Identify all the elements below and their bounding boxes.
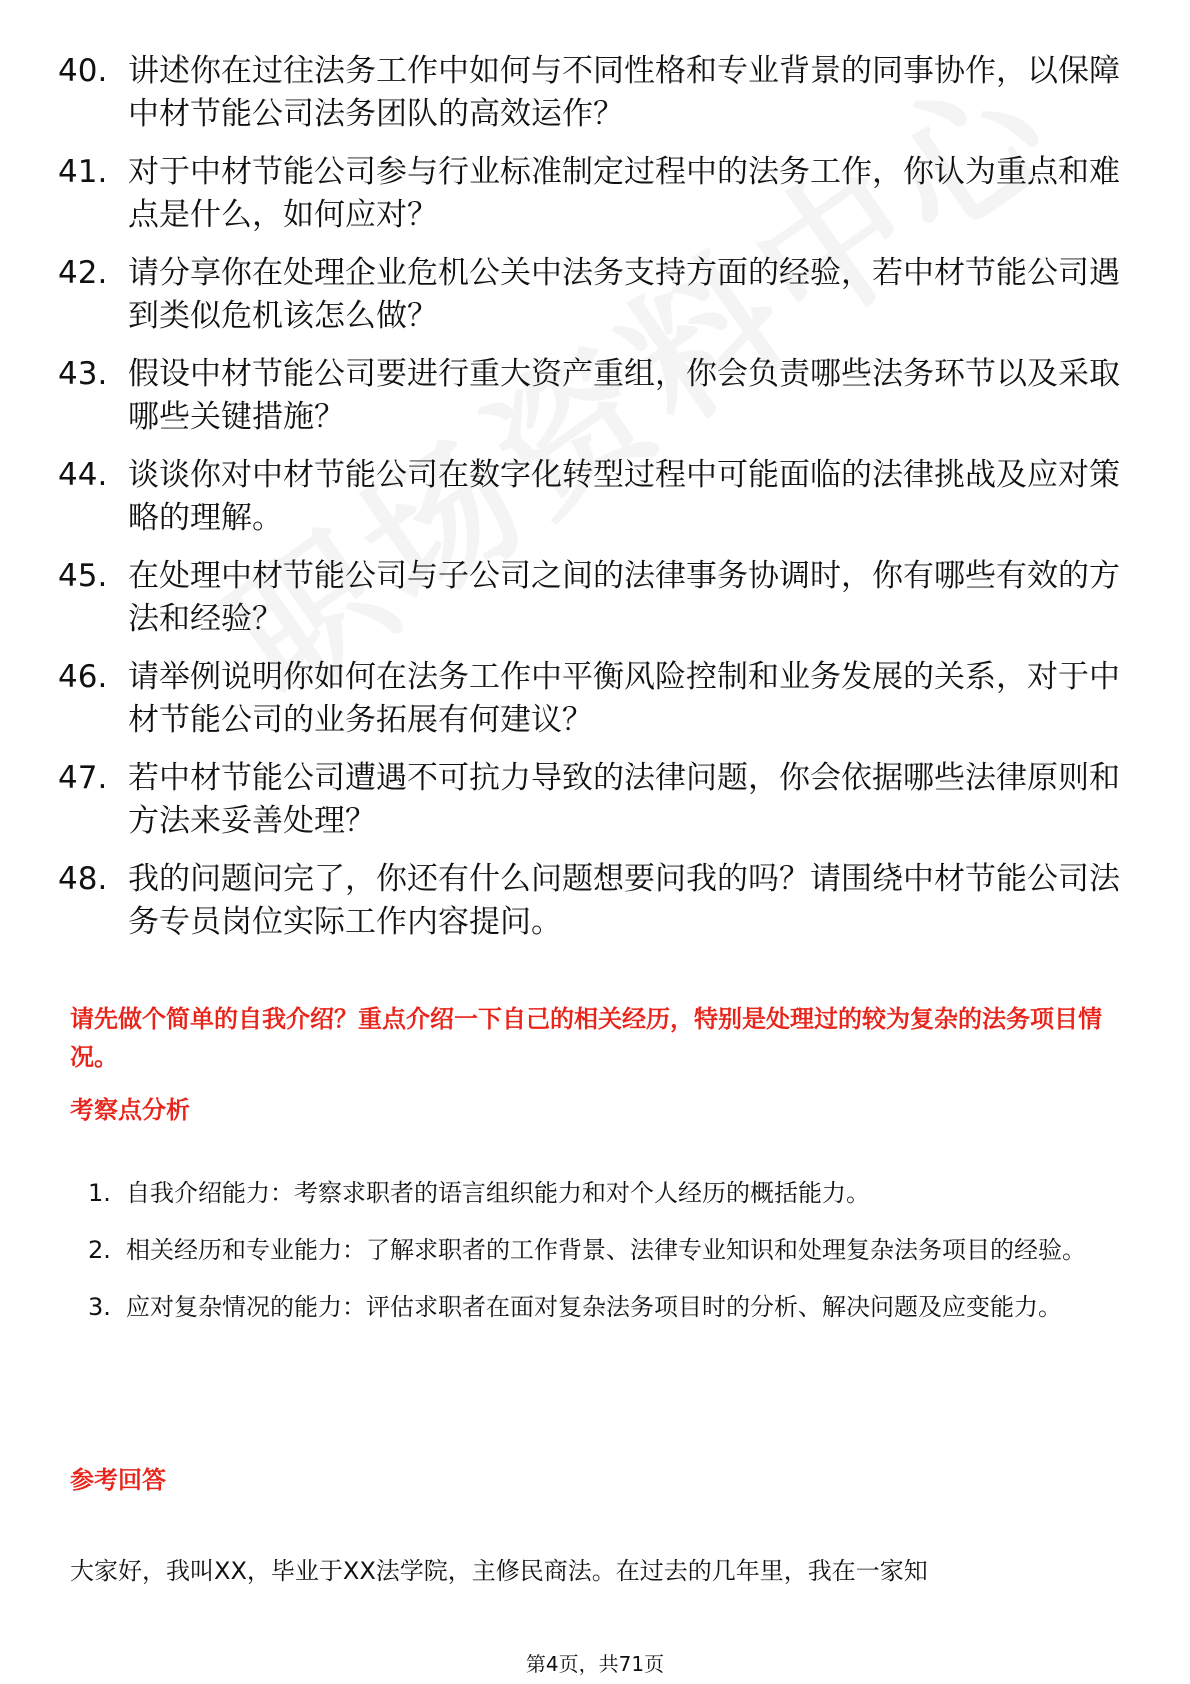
question-text: 我的问题问完了，你还有什么问题想要问我的吗？请围绕中材节能公司法务专员岗位实际工作内容提问。 (128, 861, 1120, 940)
question-text: 请举例说明你如何在法务工作中平衡风险控制和业务发展的关系，对于中材节能公司的业务拓展有何建议？ (128, 659, 1120, 738)
question-number: 48. (58, 861, 108, 897)
question-list (58, 50, 1128, 959)
question-text: 对于中材节能公司参与行业标准制定过程中的法务工作，你认为重点和难点是什么，如何应对？ (128, 154, 1120, 233)
list-item (88, 1165, 1138, 1222)
list-item (58, 555, 1128, 641)
list-item (58, 656, 1128, 742)
list-item (58, 858, 1128, 944)
question-text: 在处理中材节能公司与子公司之间的法律事务协调时，你有哪些有效的方法和经验？ (128, 558, 1120, 637)
question-number: 44. (58, 457, 108, 493)
page-footer: 第4页，共71页 (525, 1652, 665, 1676)
analysis-list (88, 1165, 1138, 1336)
analysis-number: 3. (88, 1293, 111, 1321)
question-number: 41. (58, 154, 108, 190)
analysis-text: 自我介绍能力：考察求职者的语言组织能力和对个人经历的概括能力。 (126, 1179, 870, 1207)
list-item (58, 50, 1128, 136)
analysis-number: 1. (88, 1179, 111, 1207)
question-number: 40. (58, 53, 108, 89)
question-text: 讲述你在过往法务工作中如何与不同性格和专业背景的同事协作，以保障中材节能公司法务团队的高效运作？ (128, 53, 1120, 132)
list-item (88, 1279, 1138, 1336)
question-number: 46. (58, 659, 108, 695)
question-text: 若中材节能公司遭遇不可抗力导致的法律问题，你会依据哪些法律原则和方法来妥善处理？ (128, 760, 1120, 839)
question-number: 42. (58, 255, 108, 291)
question-text: 谈谈你对中材节能公司在数字化转型过程中可能面临的法律挑战及应对策略的理解。 (128, 457, 1120, 536)
question-text: 假设中材节能公司要进行重大资产重组，你会负责哪些法务环节以及采取哪些关键措施？ (128, 356, 1120, 435)
list-item (58, 252, 1128, 338)
question-text: 请分享你在处理企业危机公关中法务支持方面的经验，若中材节能公司遇到类似危机该怎么做？ (128, 255, 1120, 334)
list-item (58, 757, 1128, 843)
highlight-question: 请先做个简单的自我介绍？重点介绍一下自己的相关经历，特别是处理过的较为复杂的法务项目情况。 (70, 1005, 1102, 1071)
analysis-text: 应对复杂情况的能力：评估求职者在面对复杂法务项目时的分析、解决问题及应变能力。 (126, 1293, 1062, 1321)
list-item (88, 1222, 1138, 1279)
answer-paragraph: 大家好，我叫XX，毕业于XX法学院，主修民商法。在过去的几年里，我在一家知 (70, 1557, 928, 1585)
analysis-heading: 考察点分析 (70, 1096, 190, 1124)
list-item (58, 151, 1128, 237)
answer-heading: 参考回答 (70, 1466, 166, 1494)
question-number: 45. (58, 558, 108, 594)
list-item (58, 353, 1128, 439)
analysis-number: 2. (88, 1236, 111, 1264)
analysis-text: 相关经历和专业能力：了解求职者的工作背景、法律专业知识和处理复杂法务项目的经验。 (126, 1236, 1086, 1264)
list-item (58, 454, 1128, 540)
question-number: 43. (58, 356, 108, 392)
question-number: 47. (58, 760, 108, 796)
